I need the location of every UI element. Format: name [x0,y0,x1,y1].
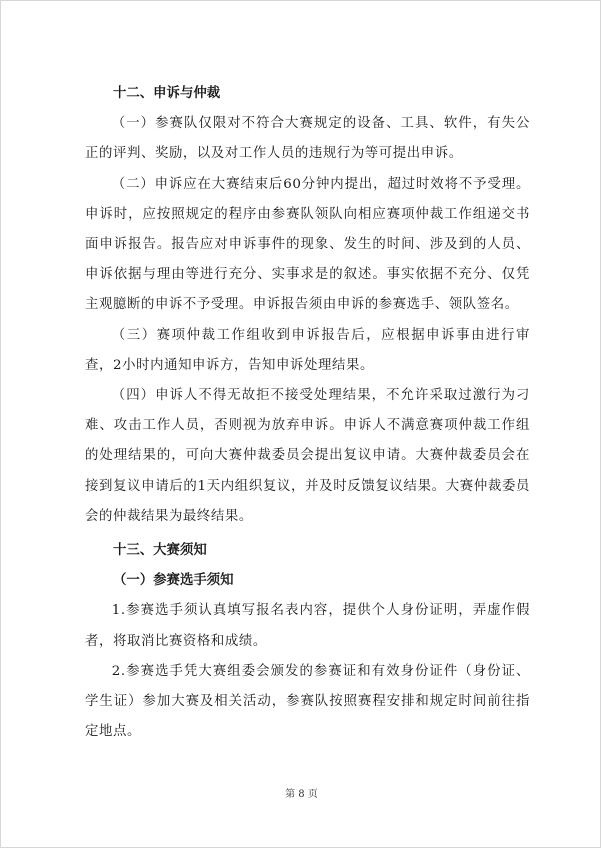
section-12-paragraph-3: （三）赛项仲裁工作组收到申诉报告后，应根据申诉事由进行审查，2小时内通知申诉方，告知申诉处理结果。 [85,327,530,373]
section-12-heading: 十二、申诉与仲裁 [113,86,221,101]
section-12-paragraph-1: （一）参赛队仅限对不符合大赛规定的设备、工具、软件，有失公正的评判、奖励，以及对工作人员的违规行为等可提出申诉。 [85,116,530,162]
section-13-heading: 十三、大赛须知 [113,543,207,559]
section-12-paragraph-2: （二）申诉应在大赛结束后60分钟内提出，超过时效将不予受理。申诉时，应按照规定的程序由参赛队领队向相应赛项仲裁工作组递交书面申诉报告。报告应对申诉事件的现象、发生的时间、涉及到的人员、申诉依据与理由等进行充分、实事求是的叙述。事实依据不充分、仅凭主观臆断的申诉不予受理。申诉报告须由申诉的参赛选手、领队签名。 [85,176,530,313]
section-12-paragraph-4: （四）申诉人不得无故拒不接受处理结果，不允许采取过激行为刁难、攻击工作人员，否则视为放弃申诉。申诉人不满意赛项仲裁工作组的处理结果的，可向大赛仲裁委员会提出复议申请。大赛仲裁委员会在接到复议申请后的1天内组织复议，并及时反馈复议结果。大赛仲裁委员会的仲裁结果为最终结果。 [85,388,530,524]
section-13-paragraph-2: 2.参赛选手凭大赛组委会颁发的参赛证和有效身份证件（身份证、学生证）参加大赛及相关活动，参赛队按照赛程安排和规定时间前往指定地点。 [85,663,530,740]
section-13-paragraph-1: 1.参赛选手须认真填写报名表内容，提供个人身份证明，弄虚作假者，将取消比赛资格和成绩。 [85,603,530,649]
page-number: 第 8 页 [285,789,318,800]
page-content [85,79,530,747]
section-13-subheading: （一）参赛选手须知 [113,573,234,589]
